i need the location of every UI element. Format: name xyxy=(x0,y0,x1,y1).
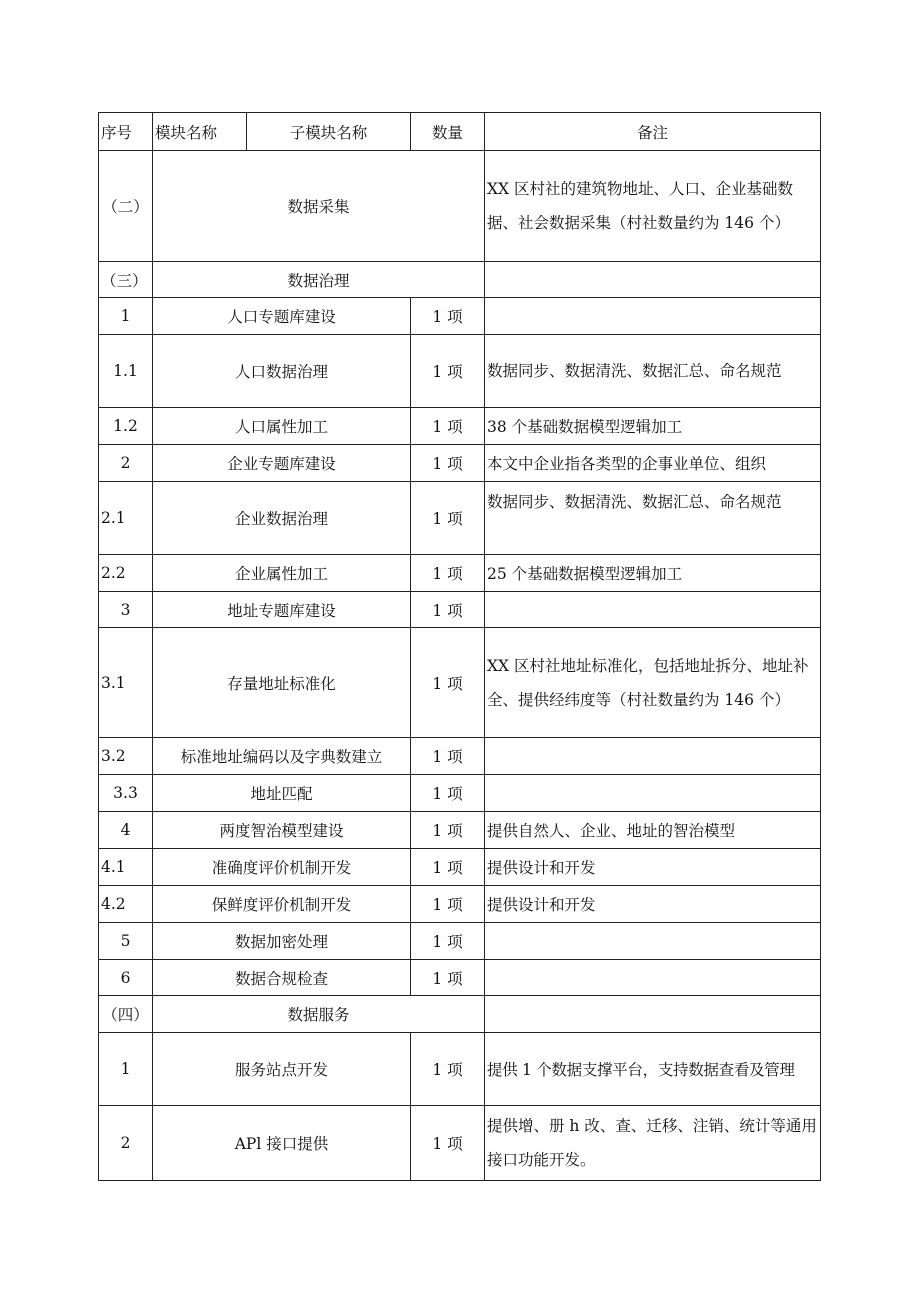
row-remark xyxy=(485,262,821,298)
row-module: 人口属性加工 xyxy=(153,408,411,445)
row-remark xyxy=(485,298,821,335)
table-row xyxy=(99,886,821,923)
header-remark: 备注 xyxy=(485,113,821,151)
row-remark: 38 个基础数据模型逻辑加工 xyxy=(485,408,821,445)
table-row xyxy=(99,335,821,408)
row-seq: 1.2 xyxy=(99,408,153,445)
row-module: 准确度评价机制开发 xyxy=(153,849,411,886)
row-module: 企业数据治理 xyxy=(153,482,411,555)
row-qty: 1 项 xyxy=(411,960,485,996)
row-module: 人口专题库建设 xyxy=(153,298,411,335)
table-row xyxy=(99,298,821,335)
row-seq: 2 xyxy=(99,1106,153,1181)
row-qty: 1 项 xyxy=(411,738,485,775)
header-seq: 序号 xyxy=(99,113,153,151)
row-remark: 提供设计和开发 xyxy=(485,886,821,923)
row-module: 地址专题库建设 xyxy=(153,592,411,628)
table-header-row xyxy=(99,113,821,151)
row-seq: （二） xyxy=(99,151,153,262)
row-remark xyxy=(485,960,821,996)
row-remark: 提供设计和开发 xyxy=(485,849,821,886)
row-qty: 1 项 xyxy=(411,886,485,923)
row-qty: 1 项 xyxy=(411,555,485,592)
row-remark: 提供 1 个数据支撑平台，支持数据查看及管理 xyxy=(485,1033,821,1106)
row-module: 数据治理 xyxy=(153,262,485,298)
row-remark xyxy=(485,592,821,628)
row-qty: 1 项 xyxy=(411,445,485,482)
row-module: 数据采集 xyxy=(153,151,485,262)
row-seq: 3.1 xyxy=(99,628,153,738)
header-submodule: 子模块名称 xyxy=(247,113,411,151)
row-seq: （三） xyxy=(99,262,153,298)
row-qty: 1 项 xyxy=(411,1033,485,1106)
row-remark: 提供增、册 h 改、查、迁移、注销、统计等通用接口功能开发。 xyxy=(485,1106,821,1181)
row-seq: 2 xyxy=(99,445,153,482)
row-module: 数据加密处理 xyxy=(153,923,411,960)
row-seq: 2.1 xyxy=(99,482,153,555)
header-qty: 数量 xyxy=(411,113,485,151)
table-row xyxy=(99,775,821,812)
row-seq: 3.3 xyxy=(99,775,153,812)
table-row xyxy=(99,996,821,1033)
row-remark: 本文中企业指各类型的企事业单位、组织 xyxy=(485,445,821,482)
table-row xyxy=(99,555,821,592)
row-seq: 5 xyxy=(99,923,153,960)
row-remark xyxy=(485,775,821,812)
row-qty: 1 项 xyxy=(411,923,485,960)
row-module: 人口数据治理 xyxy=(153,335,411,408)
row-seq: 1 xyxy=(99,298,153,335)
row-qty: 1 项 xyxy=(411,849,485,886)
table-row xyxy=(99,1033,821,1106)
header-module: 模块名称 xyxy=(153,113,247,151)
project-table xyxy=(98,112,821,1181)
row-module: 地址匹配 xyxy=(153,775,411,812)
table-row xyxy=(99,812,821,849)
row-module: 服务站点开发 xyxy=(153,1033,411,1106)
table-row xyxy=(99,592,821,628)
row-remark xyxy=(485,738,821,775)
row-seq: 4.2 xyxy=(99,886,153,923)
row-module: 企业属性加工 xyxy=(153,555,411,592)
row-qty: 1 项 xyxy=(411,482,485,555)
row-remark: 数据同步、数据清洗、数据汇总、命名规范 xyxy=(485,482,821,555)
row-remark: 25 个基础数据模型逻辑加工 xyxy=(485,555,821,592)
row-module: 数据合规检查 xyxy=(153,960,411,996)
row-seq: 4 xyxy=(99,812,153,849)
row-seq: 4.1 xyxy=(99,849,153,886)
row-module: APl 接口提供 xyxy=(153,1106,411,1181)
row-seq: 1 xyxy=(99,1033,153,1106)
row-module: 两度智治模型建设 xyxy=(153,812,411,849)
table-row xyxy=(99,960,821,996)
row-seq: 3 xyxy=(99,592,153,628)
table-row xyxy=(99,262,821,298)
table-row xyxy=(99,849,821,886)
row-module: 存量地址标准化 xyxy=(153,628,411,738)
row-module: 企业专题库建设 xyxy=(153,445,411,482)
row-remark xyxy=(485,923,821,960)
table-row xyxy=(99,408,821,445)
row-module: 保鲜度评价机制开发 xyxy=(153,886,411,923)
row-qty: 1 项 xyxy=(411,298,485,335)
row-seq: 3.2 xyxy=(99,738,153,775)
row-remark: 提供自然人、企业、地址的智治模型 xyxy=(485,812,821,849)
table-row xyxy=(99,482,821,555)
row-seq: （四） xyxy=(99,996,153,1033)
row-remark: 数据同步、数据清洗、数据汇总、命名规范 xyxy=(485,335,821,408)
row-seq: 2.2 xyxy=(99,555,153,592)
row-module: 标准地址编码以及字典数建立 xyxy=(153,738,411,775)
row-remark: XX 区村社地址标准化，包括地址拆分、地址补全、提供经纬度等（村社数量约为 146 个） xyxy=(485,628,821,738)
table-row xyxy=(99,151,821,262)
row-remark xyxy=(485,996,821,1033)
row-qty: 1 项 xyxy=(411,408,485,445)
row-seq: 6 xyxy=(99,960,153,996)
row-qty: 1 项 xyxy=(411,335,485,408)
row-qty: 1 项 xyxy=(411,812,485,849)
table-row xyxy=(99,738,821,775)
row-qty: 1 项 xyxy=(411,628,485,738)
row-qty: 1 项 xyxy=(411,592,485,628)
table-row xyxy=(99,628,821,738)
table-row xyxy=(99,1106,821,1181)
row-module: 数据服务 xyxy=(153,996,485,1033)
row-seq: 1.1 xyxy=(99,335,153,408)
row-remark: XX 区村社的建筑物地址、人口、企业基础数据、社会数据采集（村社数量约为 146 个） xyxy=(485,151,821,262)
row-qty: 1 项 xyxy=(411,775,485,812)
table-row xyxy=(99,923,821,960)
row-qty: 1 项 xyxy=(411,1106,485,1181)
table-row xyxy=(99,445,821,482)
